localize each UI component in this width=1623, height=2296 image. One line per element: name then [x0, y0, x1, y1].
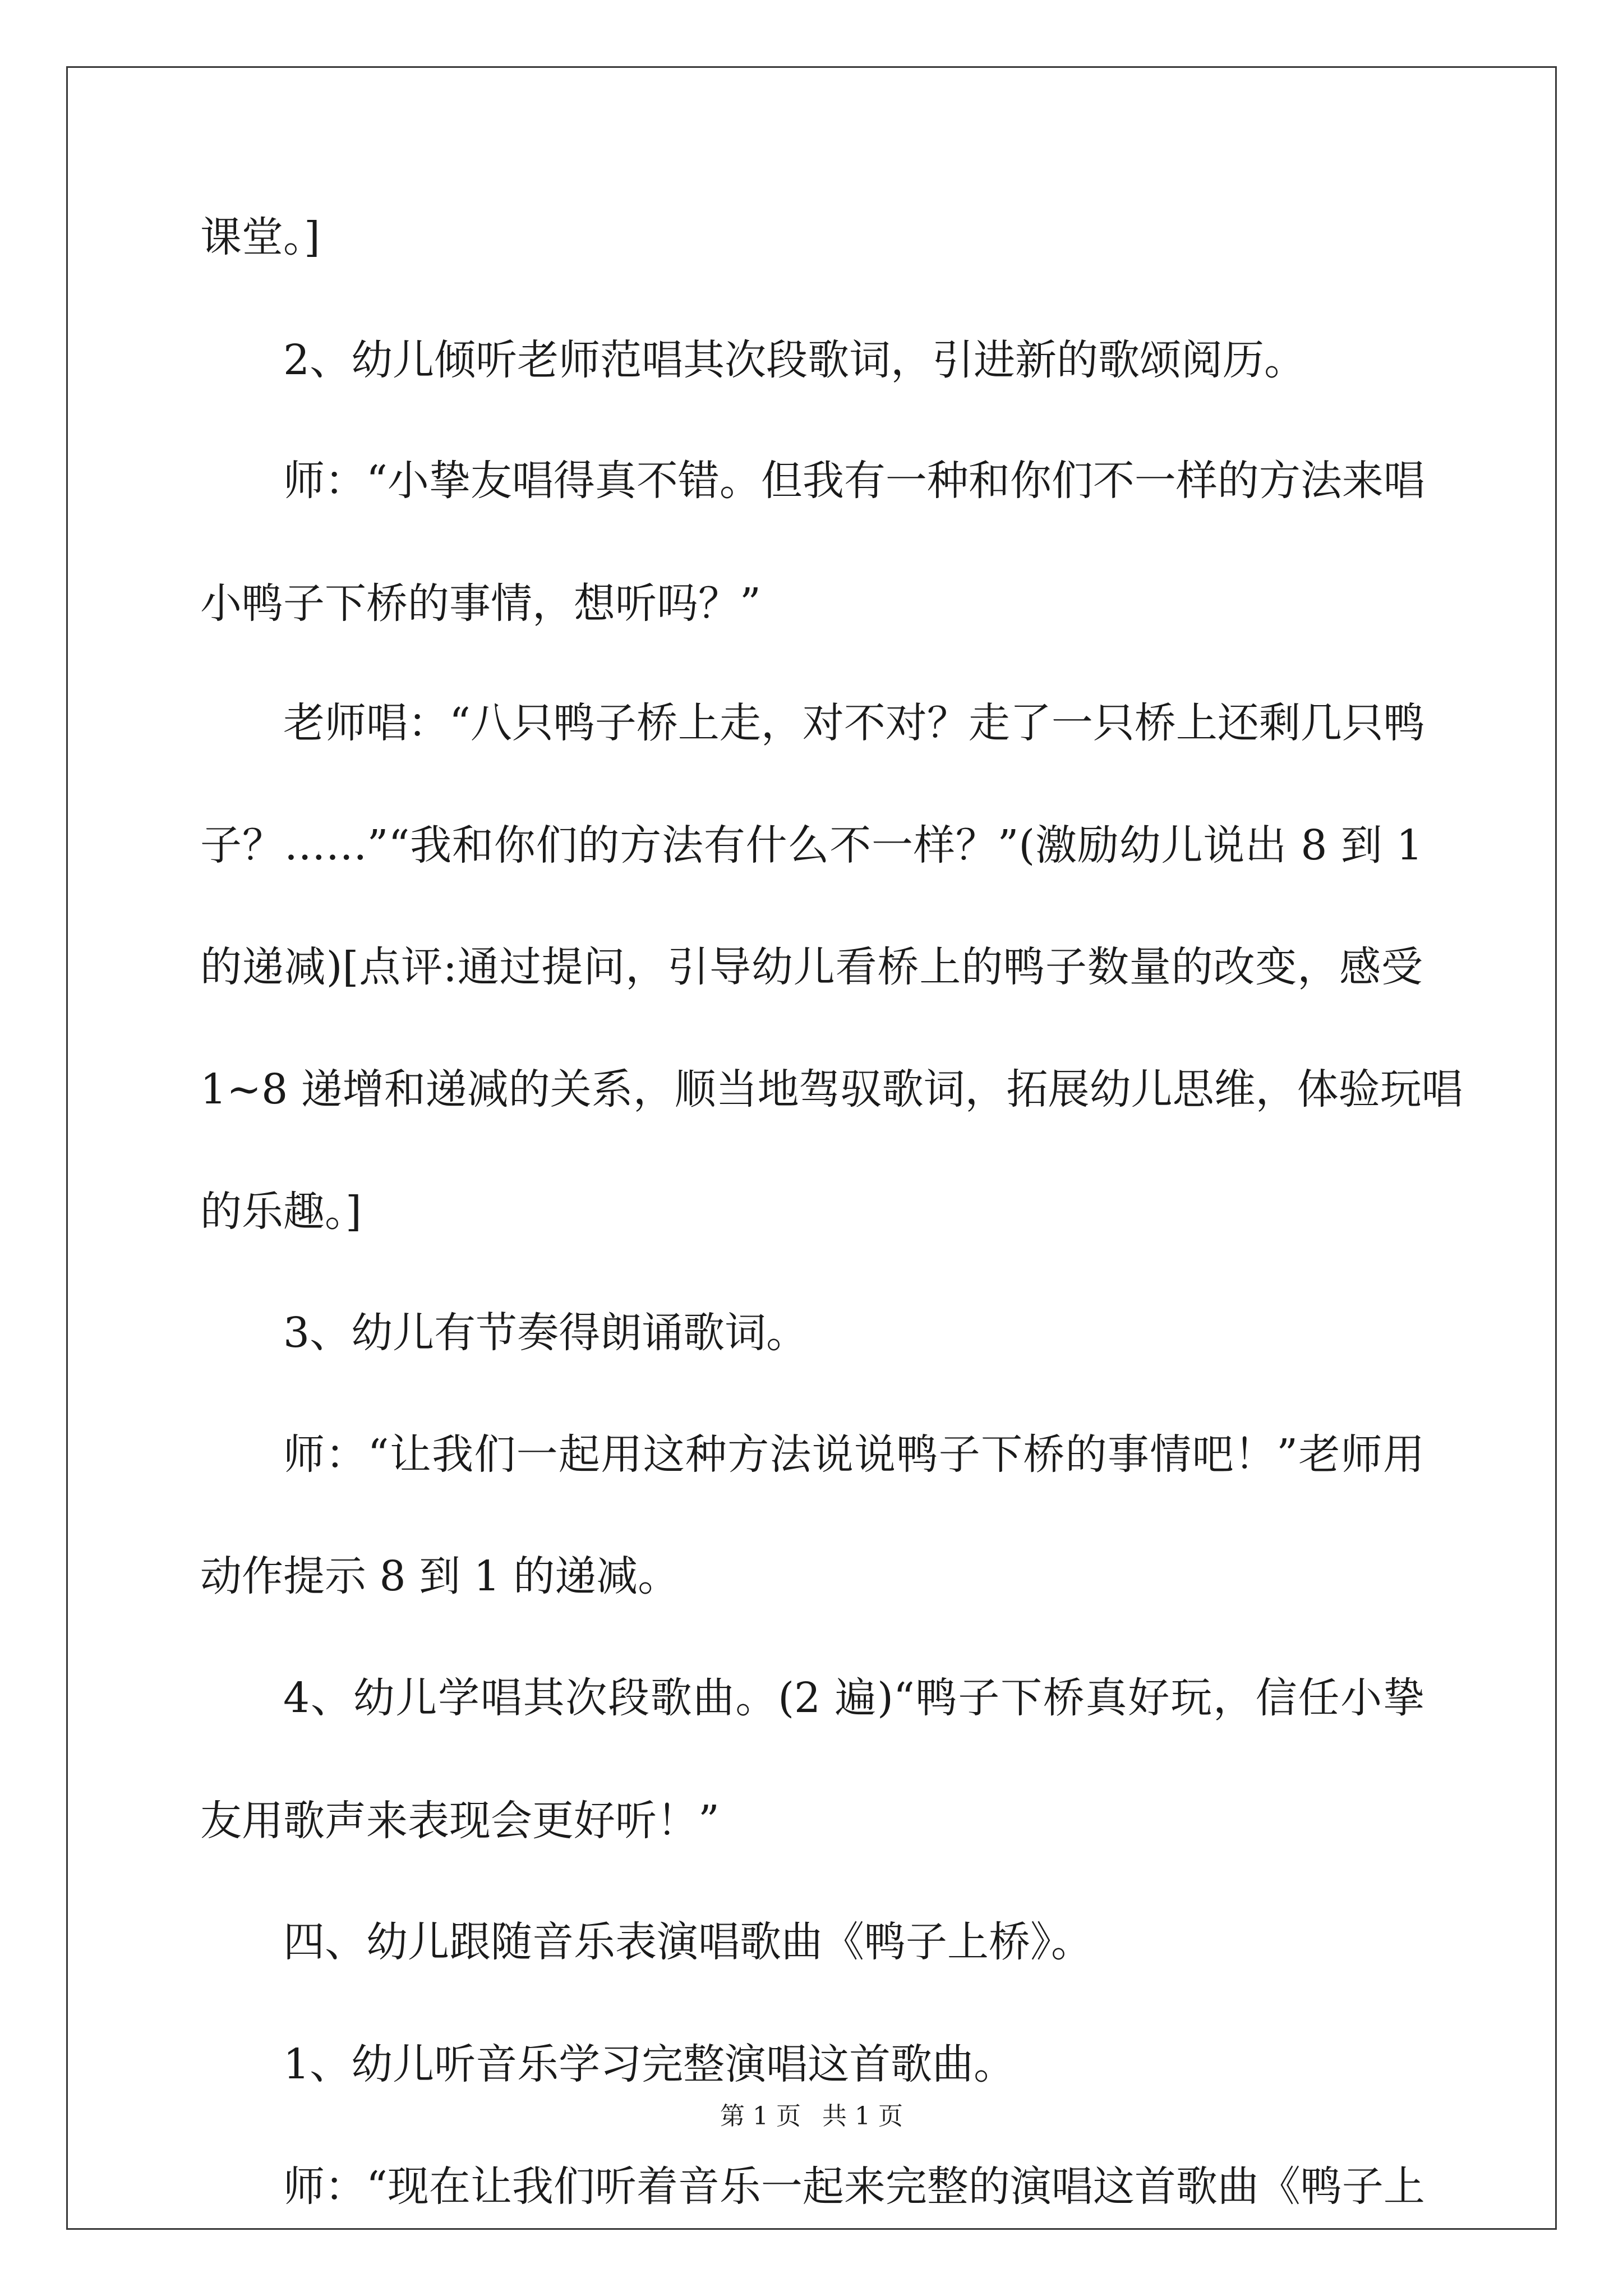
text-line-8: 1~8 递增和递减的关系，顺当地驾驭歌词，拓展幼儿思维，体验玩唱	[200, 1065, 1463, 1114]
text-line-1: 课堂。]	[200, 213, 320, 261]
page-number: 第 1 页	[720, 2102, 801, 2131]
text-line-12: 动作提示 8 到 1 的递减。	[200, 1552, 680, 1600]
text-line-2: 2、幼儿倾听老师范唱其次段歌词，引进新的歌颂阅历。	[283, 336, 1306, 384]
text-line-4: 小鸭子下桥的事情，想听吗？”	[200, 579, 761, 628]
text-line-5: 老师唱：“八只鸭子桥上走，对不对？走了一只桥上还剩几只鸭	[283, 699, 1425, 747]
text-line-7: 的递减)[点评:通过提问，引导幼儿看桥上的鸭子数量的改变，感受	[200, 943, 1423, 991]
text-line-13: 4、幼儿学唱其次段歌曲。(2 遍)“鸭子下桥真好玩，信任小挚	[283, 1674, 1424, 1722]
text-line-9: 的乐趣。]	[200, 1188, 362, 1236]
page-border	[66, 66, 1557, 2230]
text-line-15: 四、幼儿跟随音乐表演唱歌曲《鸭子上桥》。	[283, 1918, 1092, 1966]
text-line-14: 友用歌声来表现会更好听！”	[200, 1797, 720, 1845]
text-line-3: 师：“小挚友唱得真不错。但我有一种和你们不一样的方法来唱	[283, 457, 1425, 505]
text-line-6: 子？……”“我和你们的方法有什么不一样？”(激励幼儿说出 8 到 1	[200, 821, 1423, 869]
text-line-11: 师：“让我们一起用这种方法说说鸭子下桥的事情吧！”老师用	[283, 1430, 1424, 1479]
page-footer	[0, 2102, 1623, 2131]
text-line-17: 师：“现在让我们听着音乐一起来完整的演唱这首歌曲《鸭子上	[283, 2162, 1425, 2211]
text-line-10: 3、幼儿有节奏得朗诵歌词。	[283, 1309, 808, 1357]
page-total: 共 1 页	[822, 2102, 903, 2131]
text-line-16: 1、幼儿听音乐学习完整演唱这首歌曲。	[283, 2040, 1016, 2088]
